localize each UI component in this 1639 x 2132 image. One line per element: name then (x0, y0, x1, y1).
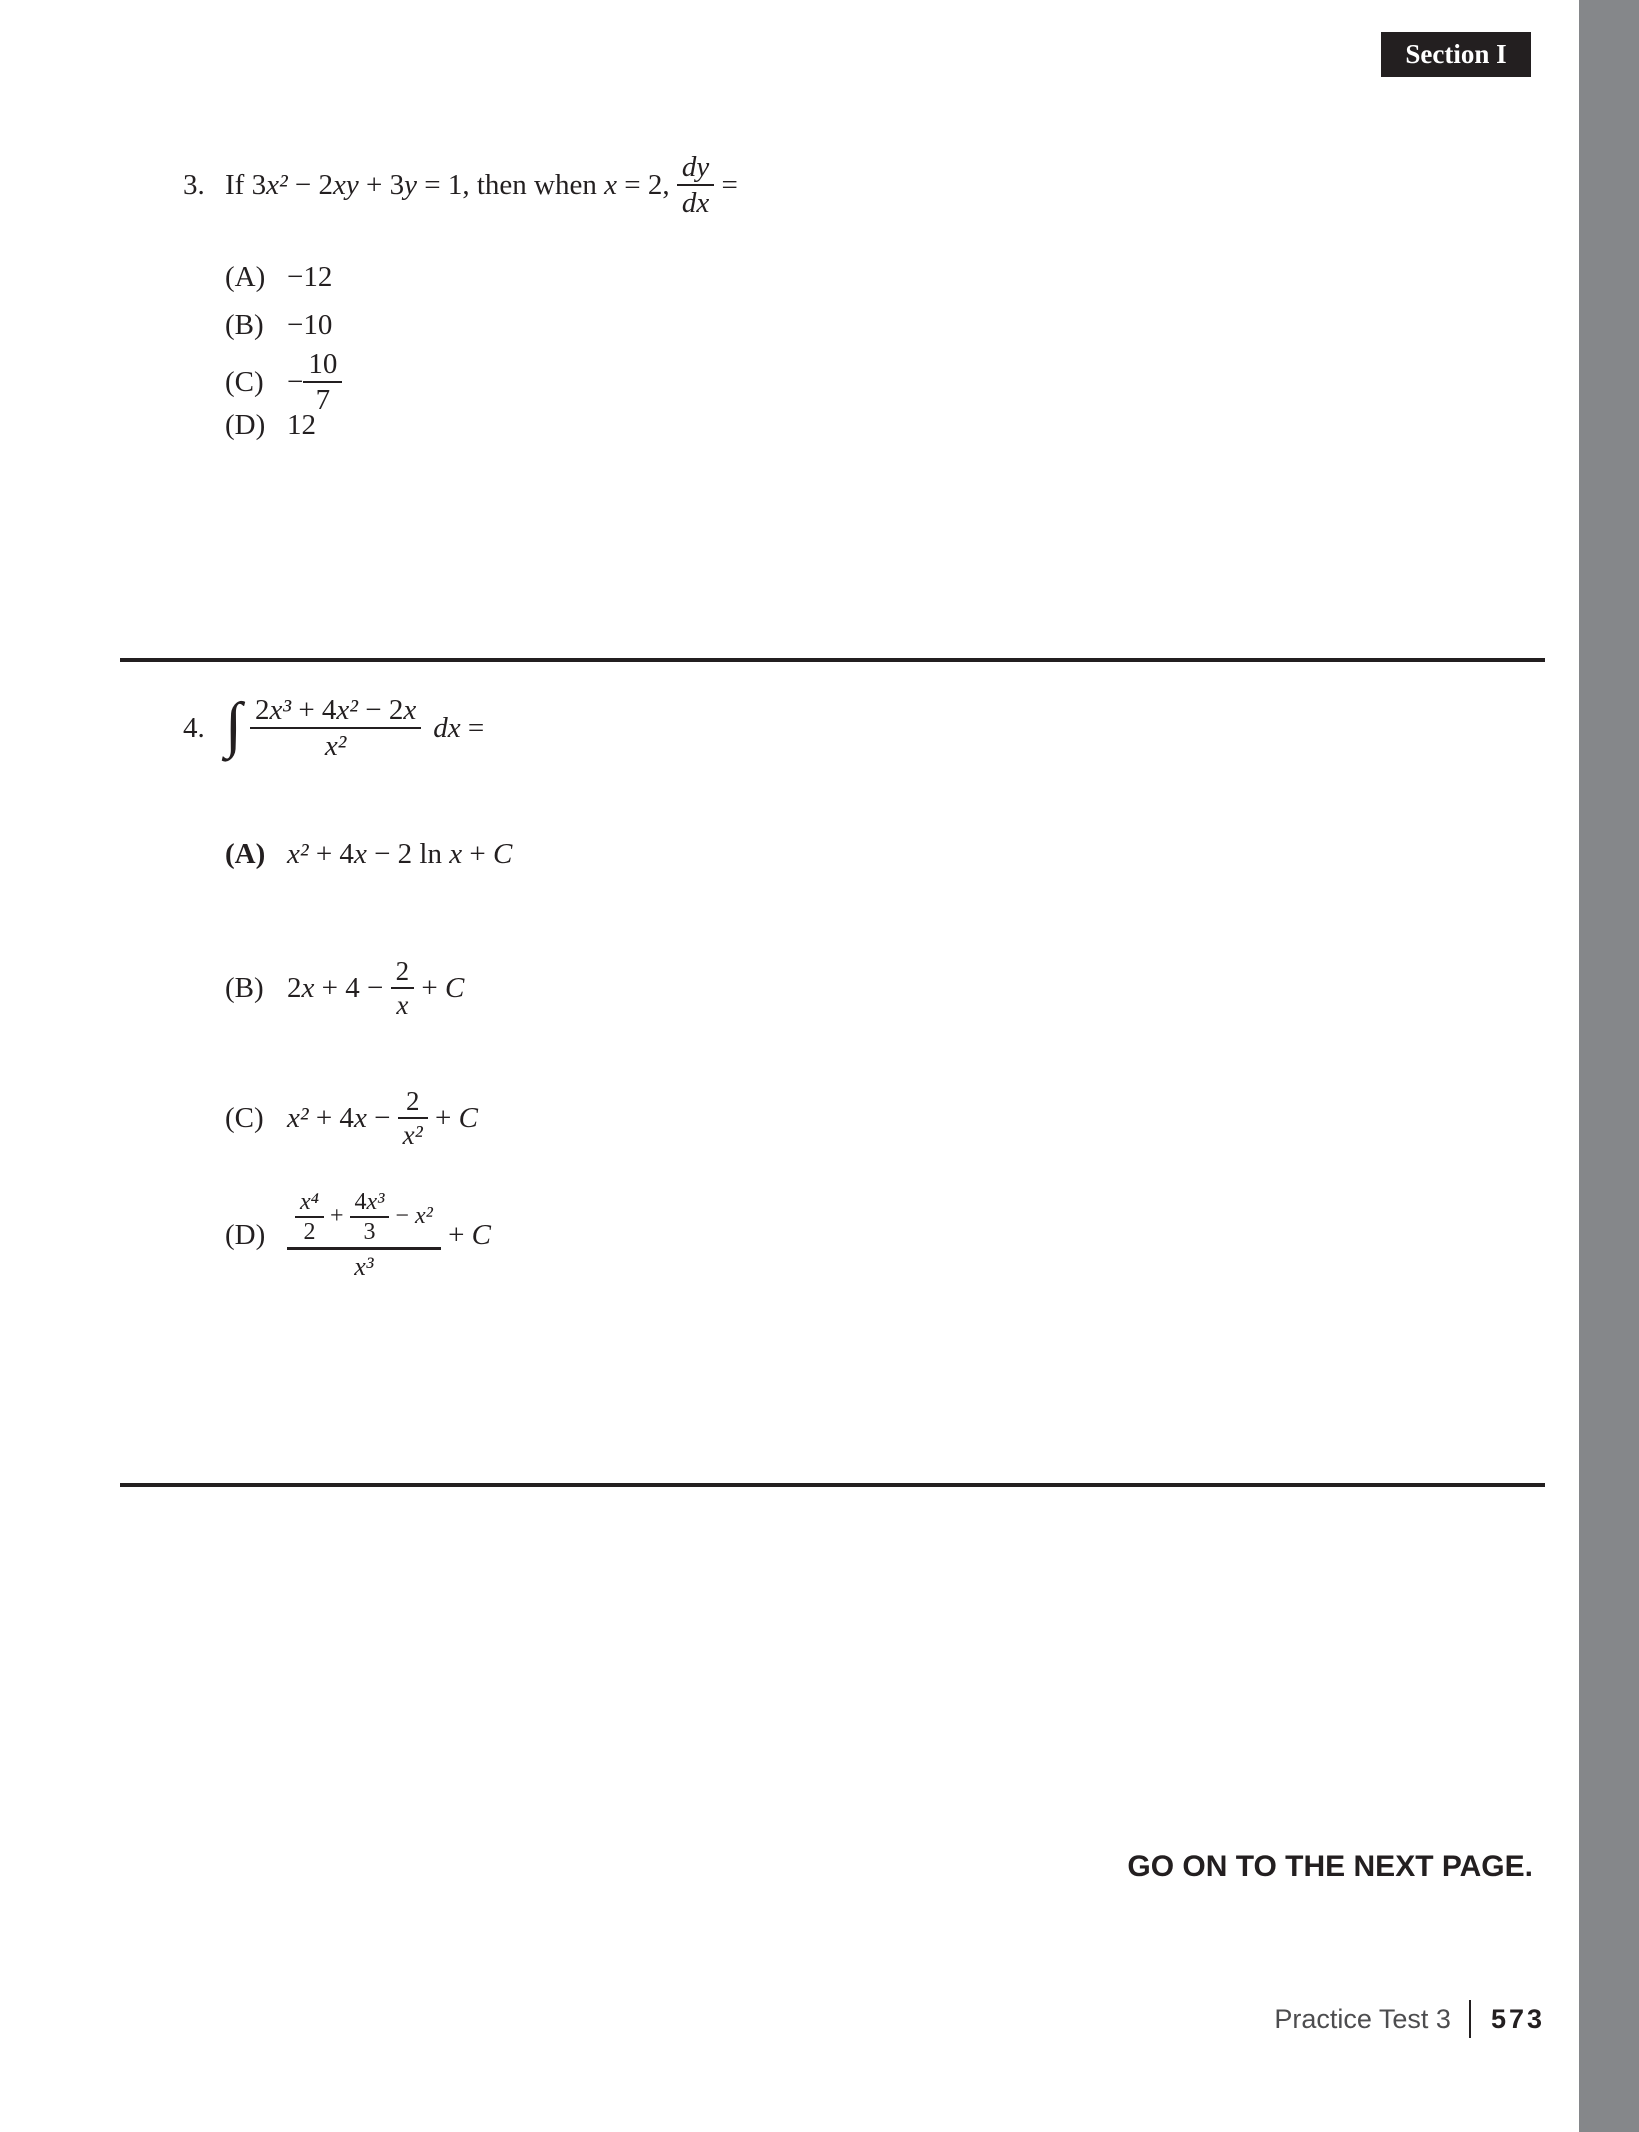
variable-term: x³ (269, 694, 292, 726)
q3-stem-text: = 2, (616, 168, 677, 201)
operator: + (440, 1219, 472, 1252)
page-footer (1274, 2000, 1545, 2038)
q3-stem-text: = (714, 168, 738, 201)
variable-term: x³ (366, 1189, 385, 1215)
equals-sign: = (460, 711, 485, 744)
fraction-2-x (391, 957, 415, 1020)
option-value: −10 (287, 309, 333, 341)
operator: − (389, 1203, 415, 1230)
fraction-denominator: x² (402, 1120, 423, 1151)
fraction-denominator: 2 (303, 1219, 316, 1245)
fraction-bar (350, 1216, 390, 1218)
option-label: (C) (225, 1101, 264, 1134)
question-4-option-a (225, 838, 512, 871)
fraction-numerator: 10 (308, 348, 338, 380)
section-divider (120, 658, 1545, 662)
option-label: (B) (225, 309, 264, 341)
constant-c: C (471, 1219, 492, 1252)
go-on-note: GO ON TO THE NEXT PAGE. (1127, 1850, 1533, 1883)
section-badge (1381, 32, 1531, 77)
fraction-x4-2 (295, 1190, 324, 1244)
variable-term: x² (414, 1203, 433, 1230)
variable-term: x (403, 694, 417, 726)
operator: − (366, 1101, 398, 1134)
q3-stem-var: y (404, 168, 417, 201)
fraction-bar (295, 1216, 324, 1218)
variable-term: x (353, 1101, 367, 1134)
ln-term: − 2 ln (366, 838, 450, 870)
option-value: −12 (287, 261, 333, 293)
q3-stem-text: If 3 (225, 168, 267, 201)
footer-divider (1469, 2000, 1471, 2038)
question-3-number: 3. (183, 168, 205, 201)
fraction-4x3-3 (350, 1190, 390, 1244)
fraction-bar (398, 1117, 428, 1119)
constant-c: C (458, 1101, 478, 1134)
dx-term: dx (433, 711, 461, 744)
question-3-option-d (225, 409, 316, 442)
operator: + (427, 1101, 459, 1134)
operator: + 4 (291, 694, 337, 726)
fraction-bar (677, 184, 714, 186)
compound-fraction (287, 1190, 441, 1282)
question-3-stem (183, 152, 738, 219)
option-label: (A) (225, 261, 266, 293)
operator: + (324, 1203, 350, 1230)
option-label: (C) (225, 365, 264, 398)
fraction-bar (250, 727, 421, 729)
question-4-stem (183, 690, 485, 763)
coefficient: 4 (354, 1189, 367, 1215)
operator: − 2 (358, 694, 404, 726)
fraction-10-7 (303, 349, 342, 416)
fraction-numerator: dy (681, 151, 710, 183)
section-badge-label: Section I (1405, 39, 1507, 69)
question-3-option-b (225, 309, 332, 342)
variable-term: x² (336, 694, 358, 726)
fraction-bar (287, 1247, 441, 1250)
variable-term: x (353, 838, 367, 870)
question-4-option-c (225, 1087, 478, 1150)
q3-stem-text: − 2 (287, 168, 334, 201)
operator: + 4 (308, 1101, 354, 1134)
fraction-numerator: 2 (395, 956, 410, 986)
page-edge-strip (1579, 0, 1639, 2132)
question-4-option-d (225, 1190, 491, 1282)
fraction-numerator: 2 (405, 1086, 420, 1116)
option-label: (D) (225, 1219, 266, 1252)
q3-stem-text: + 3 (358, 168, 405, 201)
fraction-numerator (250, 695, 421, 725)
q3-stem-var: x² (266, 168, 288, 201)
operator: + 4 (308, 838, 354, 870)
fraction-bar (303, 381, 342, 383)
option-label: (A) (225, 838, 266, 870)
fraction-denominator: 7 (315, 384, 331, 417)
variable-term: x² (287, 1101, 309, 1134)
footer-test-name: Practice Test 3 (1274, 2003, 1451, 2034)
variable-term: x (449, 838, 463, 870)
coefficient: 2 (287, 971, 302, 1004)
option-label: (D) (225, 409, 266, 441)
fraction-numerator: x⁴ (300, 1189, 319, 1215)
question-3-option-a (225, 261, 332, 294)
fraction-numerator (350, 1190, 390, 1214)
compound-fraction-numerator (287, 1190, 441, 1244)
q3-stem-text: = 1, then when (417, 168, 605, 201)
operator: + 4 − (314, 971, 391, 1004)
q3-stem-var: xy (333, 168, 359, 201)
minus-sign: − (287, 365, 304, 398)
question-3-option-c (225, 349, 342, 416)
question-4-option-b (225, 957, 464, 1020)
fraction-denominator: x (396, 990, 409, 1021)
fraction-denominator: 3 (363, 1219, 376, 1245)
option-label: (B) (225, 971, 264, 1004)
fraction-bar (391, 987, 415, 989)
section-divider (120, 1483, 1545, 1487)
coefficient: 2 (254, 694, 270, 726)
fraction-2-x2 (398, 1087, 428, 1150)
fraction-dy-dx (677, 152, 714, 219)
integral-sign: ∫ (225, 690, 242, 759)
fraction-denominator: dx (681, 187, 710, 220)
constant-c: C (444, 971, 465, 1004)
operator: + (414, 971, 445, 1004)
variable-term: x² (287, 838, 309, 870)
operator: + (462, 838, 493, 870)
question-4-number: 4. (183, 711, 205, 744)
variable-term: x (301, 971, 315, 1004)
option-value: 12 (287, 409, 316, 441)
integrand-fraction (250, 695, 421, 762)
footer-page-number: 573 (1490, 2003, 1545, 2034)
compound-fraction-denominator: x³ (354, 1252, 374, 1281)
fraction-denominator: x² (324, 730, 347, 763)
constant-c: C (492, 838, 513, 870)
q3-stem-var: x (604, 168, 617, 201)
